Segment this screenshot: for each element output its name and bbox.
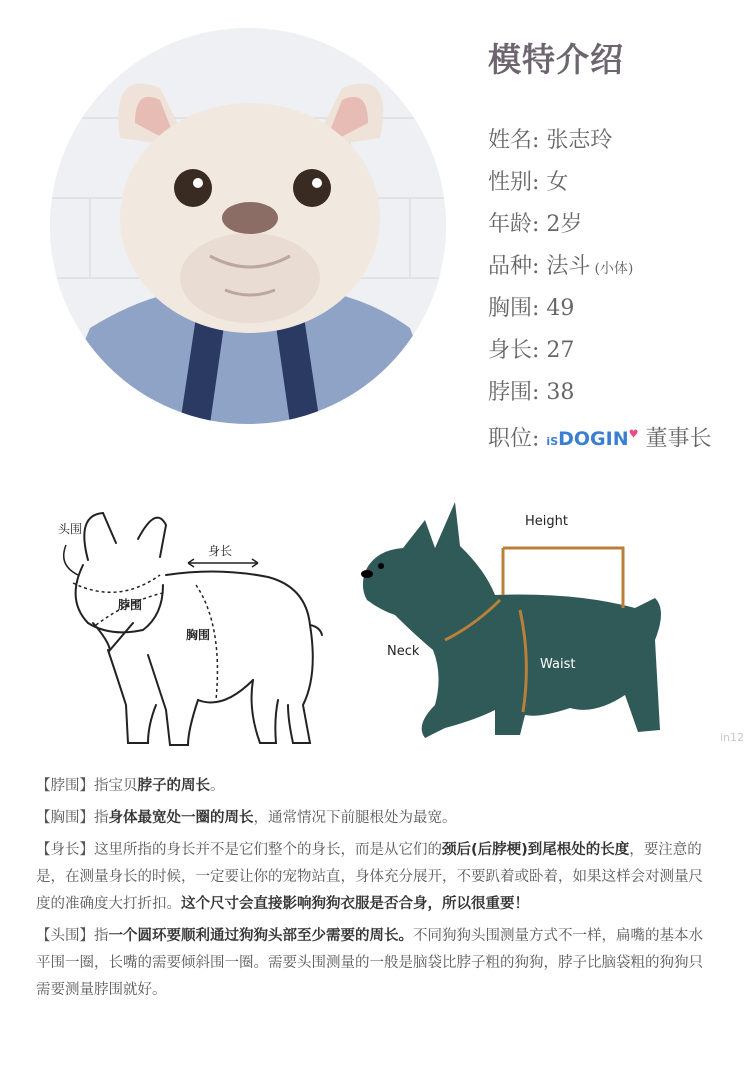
desc-length xyxy=(36,837,716,918)
info-label: 姓名: xyxy=(488,128,540,153)
info-label: 年龄: xyxy=(488,212,540,237)
desc-tag: 【脖围】 xyxy=(36,778,94,794)
info-row-gender xyxy=(488,162,712,204)
info-row-chest xyxy=(488,288,712,330)
desc-bold: 脖子的周长 xyxy=(137,778,210,794)
info-value: 27 xyxy=(546,338,575,363)
info-label: 职位: xyxy=(488,426,540,452)
desc-tag: 【身长】 xyxy=(36,842,94,858)
info-value: 张志玲 xyxy=(546,128,613,153)
info-row-age xyxy=(488,204,712,246)
page-title: 模特介绍 xyxy=(488,40,624,79)
info-value: 38 xyxy=(546,380,575,405)
brand-name: DOGIN xyxy=(558,428,629,451)
measurement-descriptions xyxy=(36,773,716,1009)
info-row-name xyxy=(488,120,712,162)
info-row-length xyxy=(488,330,712,372)
model-info-list xyxy=(488,120,712,456)
info-row-breed xyxy=(488,246,712,288)
bulldog-measure-diagram xyxy=(48,505,348,755)
info-note: (小体) xyxy=(594,261,634,277)
brand-logo xyxy=(546,428,638,450)
model-photo xyxy=(50,28,446,424)
info-value: 法斗 xyxy=(546,254,591,279)
heart-icon: ♥ xyxy=(628,428,639,441)
neck-girth-label: 脖围 xyxy=(118,598,143,612)
desc-tag: 【头围】 xyxy=(36,928,94,944)
terrier-measure-diagram xyxy=(355,500,685,750)
info-label: 性别: xyxy=(488,170,540,195)
desc-text: 指 xyxy=(94,810,109,826)
desc-text: ，要注意的是，在测量身长的时候，一定要让你的宠物站直，身体充分展开，不要趴着或卧着，如果这样会对测量尺度的准确度大打折扣。 xyxy=(36,842,703,912)
info-row-position xyxy=(488,414,712,456)
info-row-neck xyxy=(488,372,712,414)
body-length-label: 身长 xyxy=(208,544,233,558)
desc-text: 这里所指的身长并不是它们整个的身长，而是从它们的 xyxy=(94,842,442,858)
desc-tag: 【胸围】 xyxy=(36,810,94,826)
waist-label: Waist xyxy=(540,657,576,672)
info-label: 胸围: xyxy=(488,296,540,321)
info-label: 身长: xyxy=(488,338,540,363)
chest-girth-label: 胸围 xyxy=(186,628,211,642)
desc-bold: 颈后(后脖梗)到尾根处的长度 xyxy=(442,842,630,858)
info-value: 董事长 xyxy=(645,426,712,452)
desc-text: 指宝贝 xyxy=(94,778,138,794)
head-girth-label: 头围 xyxy=(58,522,83,536)
info-label: 脖围: xyxy=(488,380,540,405)
height-label: Height xyxy=(525,514,568,529)
desc-text: 不同狗狗头围测量方式不一样，扁嘴的基本水平围一圈，长嘴的需要倾斜围一圈。需要头围测量的一般是脑袋比脖子粗的狗狗，脖子比脑袋粗的狗狗只需要测量脖围就好。 xyxy=(36,928,703,998)
desc-chest xyxy=(36,805,716,832)
info-value: 49 xyxy=(546,296,575,321)
desc-bold: 一个圆环要顺利通过狗狗头部至少需要的周长。 xyxy=(108,928,413,944)
brand-prefix: iS xyxy=(546,435,559,449)
info-value: 2岁 xyxy=(546,212,583,237)
desc-bold: 身体最宽处一圈的周长 xyxy=(108,810,254,826)
neck-label: Neck xyxy=(387,644,420,659)
desc-text: ，通常情况下前腿根处为最宽。 xyxy=(253,810,457,826)
info-label: 品种: xyxy=(488,254,540,279)
desc-text: 。 xyxy=(210,778,225,794)
info-value: 女 xyxy=(546,170,569,195)
desc-head xyxy=(36,923,716,1004)
desc-neck xyxy=(36,773,716,800)
desc-bold: 这个尺寸会直接影响狗狗衣服是否合身，所以很重要！ xyxy=(181,896,529,912)
corner-watermark: in12 xyxy=(720,731,745,744)
desc-text: 指 xyxy=(94,928,109,944)
